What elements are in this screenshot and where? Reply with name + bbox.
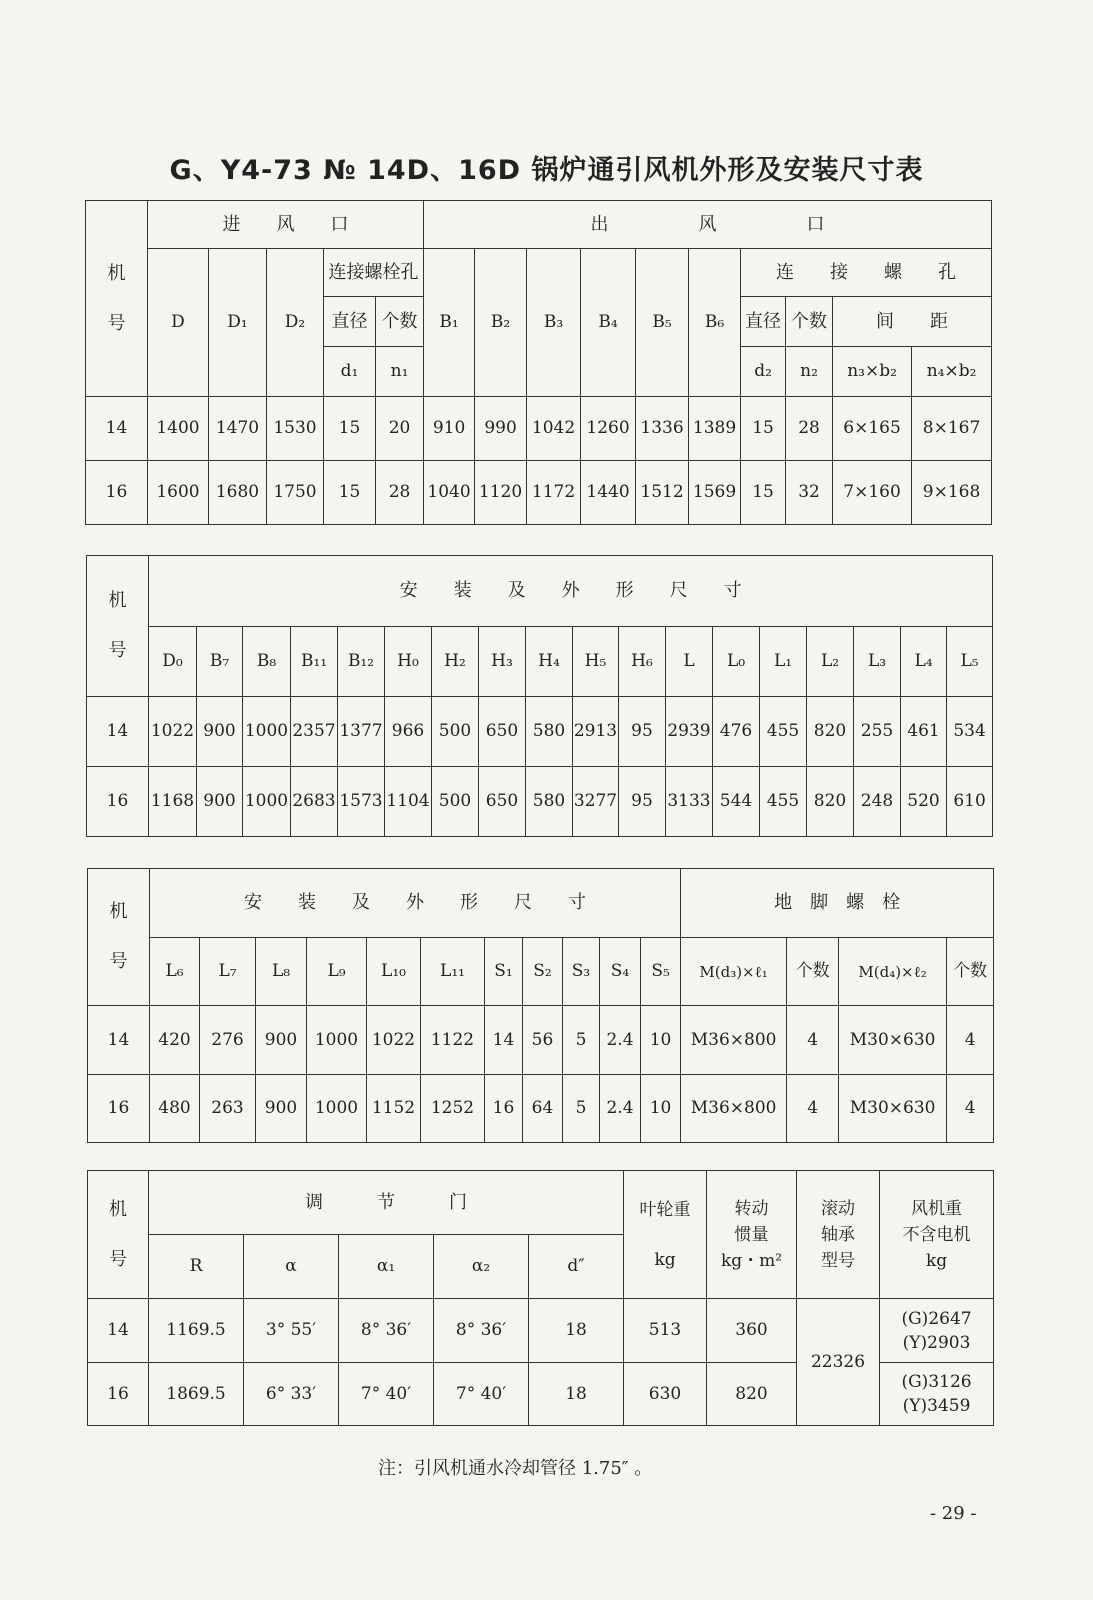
col-R: R xyxy=(149,1235,244,1299)
diameter-header: 直径 xyxy=(324,297,376,347)
cell: 32 xyxy=(786,461,833,525)
cell: 455 xyxy=(760,697,807,767)
cell: 1122 xyxy=(421,1006,485,1075)
cell: 520 xyxy=(901,767,947,837)
cell: 455 xyxy=(760,767,807,837)
cell: 534 xyxy=(947,697,993,767)
fan-weight-cell: (G)2647 (Y)2903 xyxy=(880,1299,994,1363)
col-L9: L₉ xyxy=(307,938,367,1006)
outlet-header: 出 风 口 xyxy=(424,201,992,249)
cell: 1042 xyxy=(527,397,581,461)
machine-number-header: 机 号 xyxy=(86,201,148,397)
cell: 5 xyxy=(563,1075,600,1143)
cell: 2.4 xyxy=(600,1006,641,1075)
col-L3: L₃ xyxy=(854,627,901,697)
footnote: 注：引风机通水冷却管径 1.75″ 。 xyxy=(378,1458,653,1479)
cell: 16 xyxy=(485,1075,523,1143)
col-B2: B₂ xyxy=(475,249,527,397)
cell: 15 xyxy=(741,397,786,461)
cell: 7×160 xyxy=(833,461,912,525)
cell: 1569 xyxy=(689,461,741,525)
col-d2: d₂ xyxy=(741,347,786,397)
cell: 16 xyxy=(88,1075,150,1143)
cell: 1440 xyxy=(581,461,636,525)
cell: 1600 xyxy=(148,461,209,525)
machine-number-header: 机 号 xyxy=(88,869,150,1006)
cell: 4 xyxy=(947,1075,994,1143)
cell: 1680 xyxy=(209,461,267,525)
col-S3: S₃ xyxy=(563,938,600,1006)
cell: 1022 xyxy=(367,1006,421,1075)
cell: 4 xyxy=(787,1006,839,1075)
cell: 14 xyxy=(485,1006,523,1075)
col-S4: S₄ xyxy=(600,938,641,1006)
cell: 263 xyxy=(200,1075,256,1143)
cell: 900 xyxy=(197,697,243,767)
bolt-holes-header: 连接螺栓孔 xyxy=(324,249,424,297)
cell: 18 xyxy=(529,1363,624,1426)
col-L10: L₁₀ xyxy=(367,938,421,1006)
cell: 7° 40′ xyxy=(434,1363,529,1426)
col-B11: B₁₁ xyxy=(291,627,338,697)
col-n4b2: n₄×b₂ xyxy=(912,347,992,397)
cell: 3133 xyxy=(666,767,713,837)
cell: 1512 xyxy=(636,461,689,525)
count-header: 个数 xyxy=(376,297,424,347)
cell: 64 xyxy=(523,1075,563,1143)
cell: 1389 xyxy=(689,397,741,461)
cell: M36×800 xyxy=(681,1075,787,1143)
col-S2: S₂ xyxy=(523,938,563,1006)
inertia-header: 转动 惯量 kg・m² xyxy=(707,1171,797,1299)
cell: 16 xyxy=(88,1363,149,1426)
cell: 2.4 xyxy=(600,1075,641,1143)
col-H5: H₅ xyxy=(573,627,619,697)
cell: 1377 xyxy=(338,697,385,767)
col-S1: S₁ xyxy=(485,938,523,1006)
col-count-1: 个数 xyxy=(787,938,839,1006)
conn-holes-header: 连 接 螺 孔 xyxy=(741,249,992,297)
cell: 990 xyxy=(475,397,527,461)
cell: M30×630 xyxy=(839,1075,947,1143)
cell: 15 xyxy=(324,397,376,461)
table-row xyxy=(87,697,993,767)
cell: 1750 xyxy=(267,461,324,525)
cell: 2357 xyxy=(291,697,338,767)
fan-weight-header: 风机重 不含电机 kg xyxy=(880,1171,994,1299)
col-D2: D₂ xyxy=(267,249,324,397)
col-alpha2: α₂ xyxy=(434,1235,529,1299)
cell: 4 xyxy=(947,1006,994,1075)
col-H6: H₆ xyxy=(619,627,666,697)
col-alpha1: α₁ xyxy=(339,1235,434,1299)
col-H0: H₀ xyxy=(385,627,432,697)
table-inlet-outlet xyxy=(85,200,992,525)
cell: 2683 xyxy=(291,767,338,837)
cell: 820 xyxy=(807,767,854,837)
cell: 500 xyxy=(432,767,479,837)
table-damper-weights xyxy=(87,1170,994,1426)
col-B12: B₁₂ xyxy=(338,627,385,697)
cell: 1400 xyxy=(148,397,209,461)
cell: 1470 xyxy=(209,397,267,461)
cell: 8×167 xyxy=(912,397,992,461)
col-B3: B₃ xyxy=(527,249,581,397)
install-dims-header: 安 装 及 外 形 尺 寸 xyxy=(150,869,681,938)
col-B5: B₅ xyxy=(636,249,689,397)
cell: 1172 xyxy=(527,461,581,525)
table-row xyxy=(88,1299,994,1363)
spacing-header: 间 距 xyxy=(833,297,992,347)
table-install-dims-2 xyxy=(87,868,994,1143)
col-n3b2: n₃×b₂ xyxy=(833,347,912,397)
cell: 3277 xyxy=(573,767,619,837)
cell: 360 xyxy=(707,1299,797,1363)
table-row xyxy=(87,767,993,837)
cell: 1120 xyxy=(475,461,527,525)
install-dims-header: 安 装 及 外 形 尺 寸 xyxy=(149,556,993,627)
col-B6: B₆ xyxy=(689,249,741,397)
cell: 7° 40′ xyxy=(339,1363,434,1426)
cell: 14 xyxy=(88,1006,150,1075)
col-d-inch: d″ xyxy=(529,1235,624,1299)
table-row xyxy=(88,1006,994,1075)
cell: 1530 xyxy=(267,397,324,461)
cell: 820 xyxy=(707,1363,797,1426)
cell: 1000 xyxy=(243,697,291,767)
machine-number-header: 机 号 xyxy=(87,556,149,697)
col-n1: n₁ xyxy=(376,347,424,397)
cell: 28 xyxy=(786,397,833,461)
cell: 420 xyxy=(150,1006,200,1075)
col-L7: L₇ xyxy=(200,938,256,1006)
diameter-header-2: 直径 xyxy=(741,297,786,347)
cell: 14 xyxy=(88,1299,149,1363)
table-row xyxy=(86,461,992,525)
cell: 1104 xyxy=(385,767,432,837)
cell: 1000 xyxy=(307,1075,367,1143)
cell: 2913 xyxy=(573,697,619,767)
cell: 1573 xyxy=(338,767,385,837)
anchor-bolts-header: 地 脚 螺 栓 xyxy=(681,869,994,938)
page-title: G、Y4-73 № 14D、16D 锅炉通引风机外形及安装尺寸表 xyxy=(169,155,924,186)
page-number: - 29 - xyxy=(930,1503,977,1524)
cell: 15 xyxy=(741,461,786,525)
cell: 910 xyxy=(424,397,475,461)
cell: 480 xyxy=(150,1075,200,1143)
col-d1: d₁ xyxy=(324,347,376,397)
col-L6: L₆ xyxy=(150,938,200,1006)
col-L1: L₁ xyxy=(760,627,807,697)
col-S5: S₅ xyxy=(641,938,681,1006)
cell: 630 xyxy=(624,1363,707,1426)
cell: 1168 xyxy=(149,767,197,837)
bearing-value: 22326 xyxy=(797,1299,880,1426)
cell: 14 xyxy=(86,397,148,461)
cell: 6×165 xyxy=(833,397,912,461)
cell: 95 xyxy=(619,767,666,837)
cell: 580 xyxy=(526,767,573,837)
col-L5: L₅ xyxy=(947,627,993,697)
col-B7: B₇ xyxy=(197,627,243,697)
cell: 16 xyxy=(86,461,148,525)
cell: 1000 xyxy=(243,767,291,837)
cell: 650 xyxy=(479,767,526,837)
cell: 513 xyxy=(624,1299,707,1363)
cell: 248 xyxy=(854,767,901,837)
col-M-d4: M(d₄)×ℓ₂ xyxy=(839,938,947,1006)
cell: 56 xyxy=(523,1006,563,1075)
cell: 650 xyxy=(479,697,526,767)
cell: 900 xyxy=(256,1006,307,1075)
cell: M36×800 xyxy=(681,1006,787,1075)
cell: 1169.5 xyxy=(149,1299,244,1363)
cell: 3° 55′ xyxy=(244,1299,339,1363)
col-M-d3: M(d₃)×ℓ₁ xyxy=(681,938,787,1006)
cell: 8° 36′ xyxy=(339,1299,434,1363)
cell: 1040 xyxy=(424,461,475,525)
inlet-header: 进 风 口 xyxy=(148,201,424,249)
cell: 1022 xyxy=(149,697,197,767)
col-L4: L₄ xyxy=(901,627,947,697)
count-header-2: 个数 xyxy=(786,297,833,347)
cell: 1152 xyxy=(367,1075,421,1143)
cell: 580 xyxy=(526,697,573,767)
cell: 5 xyxy=(563,1006,600,1075)
cell: 28 xyxy=(376,461,424,525)
cell: 1252 xyxy=(421,1075,485,1143)
cell: M30×630 xyxy=(839,1006,947,1075)
cell: 10 xyxy=(641,1006,681,1075)
cell: 2939 xyxy=(666,697,713,767)
col-H2: H₂ xyxy=(432,627,479,697)
bearing-header: 滚动 轴承 型号 xyxy=(797,1171,880,1299)
cell: 16 xyxy=(87,767,149,837)
cell: 1260 xyxy=(581,397,636,461)
cell: 900 xyxy=(197,767,243,837)
col-H4: H₄ xyxy=(526,627,573,697)
col-B8: B₈ xyxy=(243,627,291,697)
machine-number-header: 机 号 xyxy=(88,1171,149,1299)
col-L2: L₂ xyxy=(807,627,854,697)
table-install-dims-1 xyxy=(86,555,993,837)
cell: 10 xyxy=(641,1075,681,1143)
col-L0: L₀ xyxy=(713,627,760,697)
cell: 95 xyxy=(619,697,666,767)
cell: 476 xyxy=(713,697,760,767)
col-alpha: α xyxy=(244,1235,339,1299)
col-D1: D₁ xyxy=(209,249,267,397)
table-row xyxy=(86,397,992,461)
col-L11: L₁₁ xyxy=(421,938,485,1006)
col-count-2: 个数 xyxy=(947,938,994,1006)
cell: 4 xyxy=(787,1075,839,1143)
cell: 15 xyxy=(324,461,376,525)
col-L: L xyxy=(666,627,713,697)
impeller-weight-header: 叶轮重 kg xyxy=(624,1171,707,1299)
damper-header: 调 节 门 xyxy=(149,1171,624,1235)
col-B1: B₁ xyxy=(424,249,475,397)
col-D0: D₀ xyxy=(149,627,197,697)
fan-weight-cell: (G)3126 (Y)3459 xyxy=(880,1363,994,1426)
cell: 276 xyxy=(200,1006,256,1075)
cell: 1336 xyxy=(636,397,689,461)
cell: 900 xyxy=(256,1075,307,1143)
col-L8: L₈ xyxy=(256,938,307,1006)
cell: 255 xyxy=(854,697,901,767)
table-row xyxy=(88,1075,994,1143)
cell: 1000 xyxy=(307,1006,367,1075)
cell: 461 xyxy=(901,697,947,767)
cell: 6° 33′ xyxy=(244,1363,339,1426)
cell: 500 xyxy=(432,697,479,767)
cell: 544 xyxy=(713,767,760,837)
cell: 9×168 xyxy=(912,461,992,525)
col-n2: n₂ xyxy=(786,347,833,397)
col-B4: B₄ xyxy=(581,249,636,397)
cell: 1869.5 xyxy=(149,1363,244,1426)
cell: 610 xyxy=(947,767,993,837)
cell: 14 xyxy=(87,697,149,767)
cell: 820 xyxy=(807,697,854,767)
cell: 20 xyxy=(376,397,424,461)
cell: 8° 36′ xyxy=(434,1299,529,1363)
cell: 18 xyxy=(529,1299,624,1363)
cell: 966 xyxy=(385,697,432,767)
col-H3: H₃ xyxy=(479,627,526,697)
col-D: D xyxy=(148,249,209,397)
